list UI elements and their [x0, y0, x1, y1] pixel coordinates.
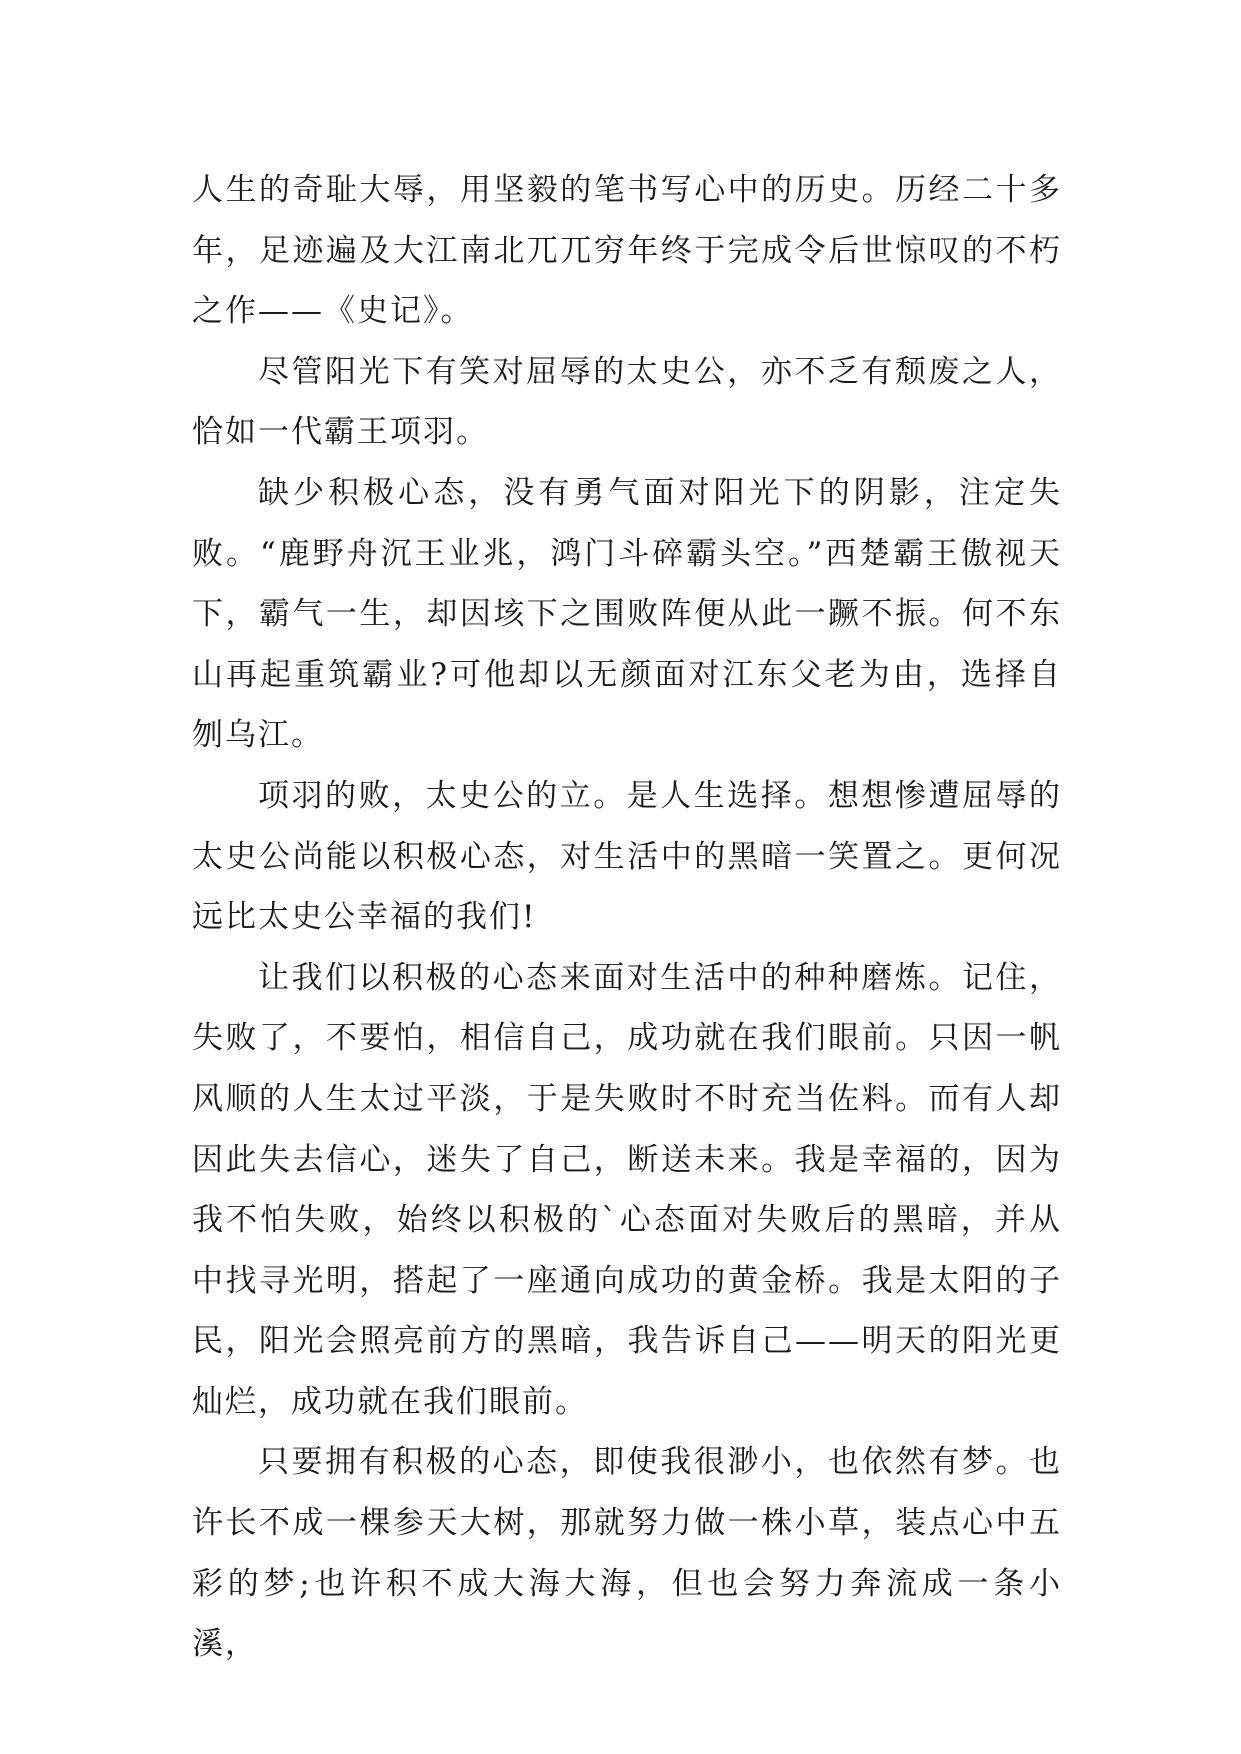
document-page — [192, 160, 1062, 1675]
paragraph-3: 缺少积极心态，没有勇气面对阳光下的阴影，注定失败。“鹿野舟沉王业兆，鸿门斗碎霸头空。”西楚霸王傲视天下，霸气一生，却因垓下之围败阵便从此一蹶不振。何不东山再起重筑霸业?可他却以无颜面对江东父老为由，选择自刎乌江。 — [192, 474, 1062, 754]
paragraph-6: 只要拥有积极的心态，即使我很渺小，也依然有梦。也许长不成一棵参天大树，那就努力做一株小草，装点心中五彩的梦;也许积不成大海大海，但也会努力奔流成一条小溪， — [192, 1444, 1062, 1663]
paragraph-2: 尽管阳光下有笑对屈辱的太史公，亦不乏有颓废之人，恰如一代霸王项羽。 — [192, 353, 1062, 451]
paragraph-1: 人生的奇耻大辱，用坚毅的笔书写心中的历史。历经二十多年，足迹遍及大江南北兀兀穷年终于完成令后世惊叹的不朽之作——《史记》。 — [192, 172, 1062, 330]
paragraph-4: 项羽的败，太史公的立。是人生选择。想想惨遭屈辱的太史公尚能以积极心态，对生活中的黑暗一笑置之。更何况远比太史公幸福的我们! — [192, 777, 1062, 936]
paragraph-5: 让我们以积极的心态来面对生活中的种种磨炼。记住，失败了，不要怕，相信自己，成功就在我们眼前。只因一帆风顺的人生太过平淡，于是失败时不时充当佐料。而有人却因此失去信心，迷失了自己，断送未来。我是幸福的，因为我不怕失败，始终以积极的`心态面对失败后的黑暗，并从中找寻光明，搭起了一座通向成功的黄金桥。我是太阳的子民，阳光会照亮前方的黑暗，我告诉自己——明天的阳光更灿烂，成功就在我们眼前。 — [192, 959, 1062, 1420]
